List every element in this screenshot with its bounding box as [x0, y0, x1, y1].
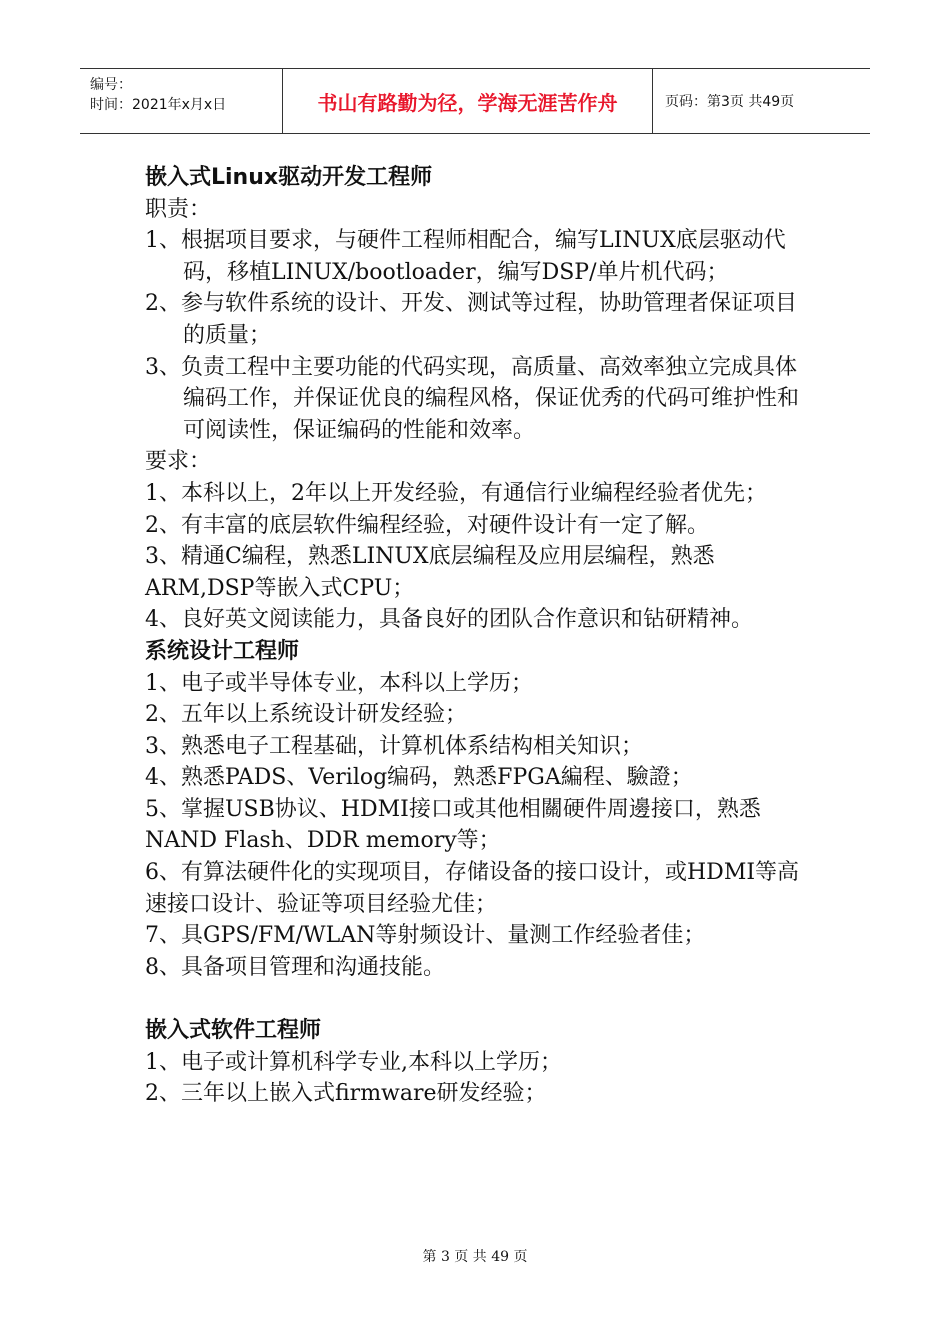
duty-label: 职责：: [145, 196, 212, 222]
list-item: 3、精通C编程，熟悉LINUX底层编程及应用层编程，熟悉ARM,DSP等嵌入式CPU；: [145, 544, 715, 601]
list-item: 4、熟悉PADS、Verilog编码，熟悉FPGA編程、驗證；: [145, 765, 693, 791]
section-title: 嵌入式Linux驱动开发工程师: [145, 165, 433, 190]
time-label: 时间：2021年x月x日: [90, 97, 227, 113]
section-title: 嵌入式软件工程师: [145, 1018, 322, 1044]
list-item: 5、掌握USB协议、HDMI接口或其他相關硬件周邊接口，熟悉NAND Flash、DDR memory等；: [145, 796, 761, 854]
number-label: 编号：: [90, 77, 132, 93]
list-item: 1、本科以上，2年以上开发经验，有通信行业编程经验者优先；: [145, 480, 767, 506]
document-body: [145, 162, 817, 1110]
list-item: 6、有算法硬件化的实现项目，存储设备的接口设计，或HDMI等高速接口设计、验证等项目经验尤佳；: [145, 860, 800, 917]
list-item: 7、具GPS/FM/WLAN等射频设计、量测工作经验者佳；: [145, 923, 706, 949]
list-item: 4、良好英文阅读能力，具备良好的团队合作意识和钻研精神。: [145, 607, 753, 633]
page-footer: 第 3 页 共 49 页: [422, 1249, 528, 1265]
header-meta: [80, 69, 283, 133]
list-item: 2、参与软件系统的设计、开发、测试等过程，协助管理者保证项目的质量；: [145, 291, 797, 348]
list-item: 8、具备项目管理和沟通技能。: [145, 954, 445, 980]
header-page-info: 页码：第3页 共49页: [665, 94, 795, 110]
spacer: [145, 983, 817, 1015]
list-item: 3、负责工程中主要功能的代码实现，高质量、高效率独立完成具体编码工作，并保证优良的编程风格，保证优秀的代码可维护性和可阅读性，保证编码的性能和效率。: [145, 354, 800, 443]
list-item: 1、根据项目要求，与硬件工程师相配合，编写LINUX底层驱动代码，移植LINUX/bootloader，编写DSP/单片机代码；: [145, 228, 786, 285]
page-header: [80, 68, 870, 134]
section-title: 系统设计工程师: [145, 638, 300, 664]
list-item: 1、电子或计算机科学专业,本科以上学历；: [145, 1049, 562, 1075]
list-item: 2、五年以上系统设计研发经验；: [145, 702, 467, 728]
list-item: 3、熟悉电子工程基础，计算机体系结构相关知识；: [145, 733, 643, 759]
list-item: 2、三年以上嵌入式firmware研发经验；: [145, 1081, 547, 1107]
requirement-label: 要求：: [145, 449, 212, 475]
header-motto: 书山有路勤为径，学海无涯苦作舟: [283, 69, 653, 133]
list-item: 1、电子或半导体专业，本科以上学历；: [145, 670, 533, 696]
list-item: 2、有丰富的底层软件编程经验，对硬件设计有一定了解。: [145, 512, 709, 538]
